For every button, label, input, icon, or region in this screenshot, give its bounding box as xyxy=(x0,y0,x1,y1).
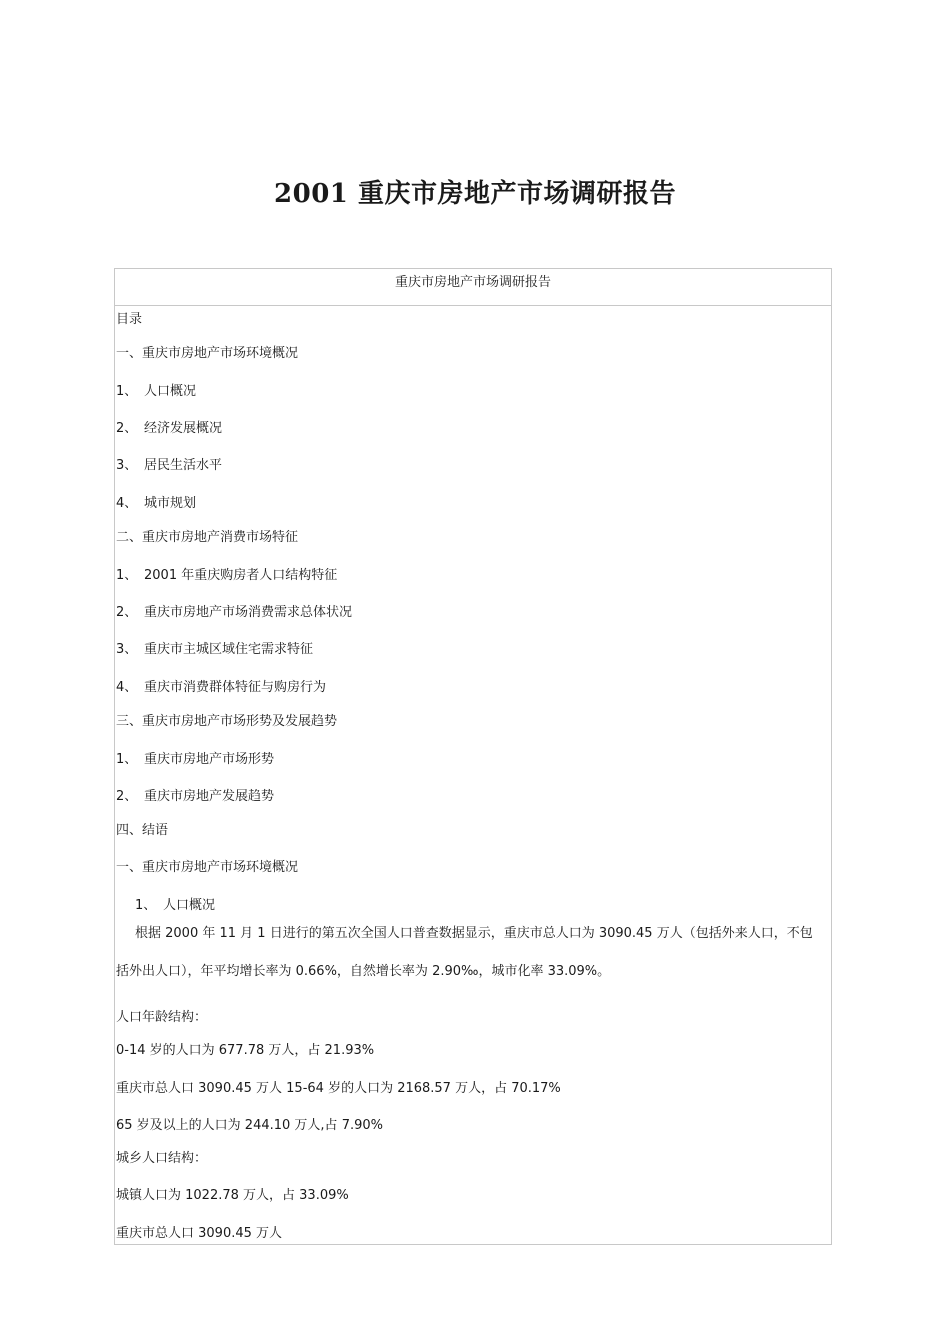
section-heading: 一、重庆市房地产市场环境概况 xyxy=(116,860,299,875)
age-line: 65 岁及以上的人口为 244.10 万人,占 7.90% xyxy=(116,1118,383,1133)
age-line: 重庆市总人口 3090.45 万人 15-64 岁的人口为 2168.57 万人，占 70.17% xyxy=(116,1081,561,1096)
document-title: 2001 重庆市房地产市场调研报告 xyxy=(274,179,676,209)
toc-section-4: 四、结语 xyxy=(116,823,169,838)
toc-item: 4、 重庆市消费群体特征与购房行为 xyxy=(116,680,327,695)
urban-structure-label: 城乡人口结构： xyxy=(116,1151,208,1166)
age-line: 0-14 岁的人口为 677.78 万人，占 21.93% xyxy=(116,1043,375,1058)
urban-line: 重庆市总人口 3090.45 万人 xyxy=(116,1226,283,1241)
toc-item: 4、 城市规划 xyxy=(116,496,197,511)
toc-item: 1、 人口概况 xyxy=(116,384,197,399)
toc-section-3: 三、重庆市房地产市场形势及发展趋势 xyxy=(116,714,338,729)
subsection-heading: 1、 人口概况 xyxy=(135,898,216,913)
population-paragraph: 根据 2000 年 11 月 1 日进行的第五次全国人口普查数据显示，重庆市总人口为 3090.45 万人（包括外来人口，不包括外出人口），年平均增长率为 0.66%，自然增长率为 2.90‰，城市化率 33.09%。 xyxy=(116,926,813,979)
urban-line: 城镇人口为 1022.78 万人，占 33.09% xyxy=(116,1188,349,1203)
toc-item: 3、 重庆市主城区域住宅需求特征 xyxy=(116,642,314,657)
toc-label: 目录 xyxy=(116,312,143,327)
toc-item: 1、 重庆市房地产市场形势 xyxy=(116,752,275,767)
toc-item: 2、 重庆市房地产发展趋势 xyxy=(116,789,275,804)
toc-item: 3、 居民生活水平 xyxy=(116,458,223,473)
toc-item: 2、 重庆市房地产市场消费需求总体状况 xyxy=(116,605,353,620)
report-header: 重庆市房地产市场调研报告 xyxy=(115,269,831,306)
toc-item: 2、 经济发展概况 xyxy=(116,421,223,436)
age-structure-label: 人口年龄结构： xyxy=(116,1010,208,1025)
toc-item: 1、 2001 年重庆购房者人口结构特征 xyxy=(116,568,338,583)
toc-section-2: 二、重庆市房地产消费市场特征 xyxy=(116,530,299,545)
content-frame xyxy=(114,268,832,1245)
toc-section-1: 一、重庆市房地产市场环境概况 xyxy=(116,346,299,361)
